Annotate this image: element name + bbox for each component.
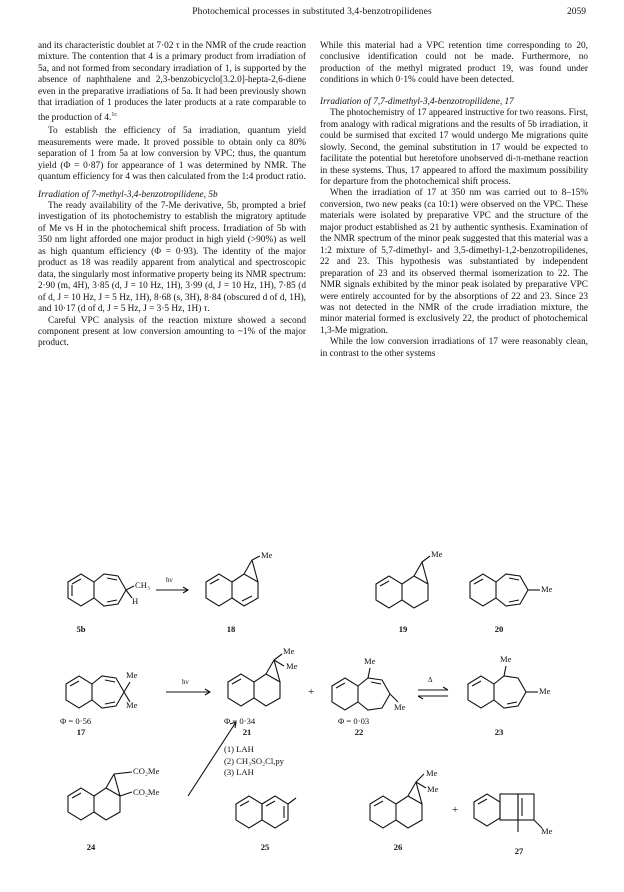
compound-number-24: 24 <box>86 842 96 852</box>
structure-20 <box>470 574 540 606</box>
section-heading: Irradiation of 7-methyl-3,4-benzotropilidene, 5b <box>38 189 218 200</box>
paragraph: While the low conversion irradiations of 17 were reasonably clean, in contrast to the other systems <box>320 337 588 359</box>
paragraph <box>320 108 588 188</box>
label-me: Me <box>539 686 551 696</box>
label-me: Me <box>427 784 439 794</box>
label-hv: hν <box>166 576 173 584</box>
label-co2me: CO₂Me <box>133 766 160 776</box>
reagent-step: (2) CH₃SO₂Cl,py <box>224 755 284 766</box>
structure-17 <box>66 676 130 708</box>
paragraph: To establish the efficiency of 5a irradiation, quantum yield measurements were made. It proved possible to obtain only ca 80% separation of 1 from 5a at low conversion by VPC; thus, the quantum yield (Φ = 0·87) for appearance of 1 was determined by NMR. The quantum efficiency for 4 was then calculated from the 1:4 product ratio. <box>38 126 306 183</box>
label-me: Me <box>500 654 512 664</box>
compound-number-17: 17 <box>76 727 86 737</box>
reaction-scheme-drawing <box>38 546 594 886</box>
structure-21 <box>228 654 284 706</box>
compound-number-19: 19 <box>398 624 408 634</box>
plus-sign: + <box>308 686 315 698</box>
paragraph <box>38 41 306 124</box>
paragraph: Careful VPC analysis of the reaction mixture showed a second component present at low conversion amounting to ~1% of the major product. <box>38 315 306 349</box>
compound-number-22: 22 <box>354 727 364 737</box>
structure-27 <box>474 794 542 832</box>
compound-number-21: 21 <box>242 727 252 737</box>
label-me: Me <box>126 700 138 710</box>
structure-25 <box>236 796 296 828</box>
compound-number-26: 26 <box>393 842 403 852</box>
label-delta: Δ <box>428 676 433 684</box>
structure-5b <box>68 574 134 606</box>
reaction-scheme-figure <box>38 546 594 886</box>
reagent-step: (3) LAH <box>224 767 254 777</box>
compound-number-23: 23 <box>494 727 504 737</box>
paragraph: While this material had a VPC retention time corresponding to 20, conclusive identification could not be made. Furthermore, no production of the methyl migrated product 19, was found under conditions in which 0·1% could have been detected. <box>320 41 588 86</box>
label-ch3: CH₃ <box>135 580 150 590</box>
quantum-yield-17: Φ = 0·56 <box>60 716 92 726</box>
structure-22 <box>332 668 398 710</box>
label-hv: hν <box>182 678 189 686</box>
reagent-step: (1) LAH <box>224 744 254 754</box>
reagent-list <box>224 744 284 779</box>
compound-number-5b: 5b <box>76 624 86 634</box>
right-column <box>320 41 588 360</box>
compound-number-27: 27 <box>514 846 524 856</box>
label-me: Me <box>431 549 443 559</box>
quantum-yield-21: Φ = 0·34 <box>224 716 256 726</box>
label-me: Me <box>364 656 376 666</box>
section-heading: Irradiation of 7,7-dimethyl-3,4-benzotropilidene, 17 <box>320 96 514 107</box>
paragraph-text: and its characteristic doublet at 7·02 τ in the NMR of the crude reaction mixture. The contention that 4 is a primary product from irradiation of 5a, and not formed from secondary irradiation of 1, is supported by the absence of naphthalene and 2,3-benzobicyclo[3.2.0]-hepta-2,6-diene even in the preparative irradiations of 5a. It had been previously shown that irradiation of 1 produces the later products at a rate comparable to the production of 4. <box>38 41 306 123</box>
label-me: Me <box>394 702 406 712</box>
reference-superscript: 1c <box>111 111 117 118</box>
paragraph: The ready availability of the 7-Me derivative, 5b, prompted a brief investigation of its photochemistry to establish the migratory aptitude of Me vs H in the photochemical shift process. Irradiation of 5b with 350 nm light afforded one major product in high yield (>90%) as well as high quantum efficiency (Φ = 0·93). The identity of the major product as 18 was readily apparent from analytical and spectroscopic data, the singularly most informative property being its NMR spectrum: 2·90 (m, 4H), 3·85 (d, J = 10 Hz, 1H), 3·99 (d, J = 10 Hz, 1H), 7·85 (d of d, J = 10 Hz, J = 5 Hz, 1H), 8·68 (s, 3H), 8·84 (obscured d of d, 1H), and 10·17 (d of d, J = 5 Hz, J = 3·5 Hz, 1H) τ. <box>38 200 306 315</box>
paragraph: When the irradiation of 17 at 350 nm was carried out to 8–15% conversion, two new peaks (ca 10:1) were observed on the VPC. These materials were isolated by preparative VPC and the structure of the major product established as 21 by authentic synthesis. Examination of the NMR spectrum of the minor peak suggested that this material was a 1:2 mixture of 5,7-dimethyl- and 3,5-dimethyl-1,2-benzotropilidenes, 22 and 23. This hypothesis was substantiated by independent preparation of 23 and its observed thermal isomerization to 22. The NMR signals exhibited by the minor peak isolated by preparative VPC were entirely accounted for by the absorptions of 22 and 23. Since 23 was not detected in the NMR of the crude irradiation mixture, the minor material formed is exclusively 22, the product of photochemical 1,3-Me migration. <box>320 188 588 336</box>
compound-number-18: 18 <box>226 624 236 634</box>
structure-19 <box>376 556 430 608</box>
label-me: Me <box>286 661 298 671</box>
label-me: Me <box>426 768 438 778</box>
label-me: Me <box>261 550 273 560</box>
paragraph-text: The photochemistry of 17 appeared instructive for two reasons. First, from analogy with radical migrations and the results of 5b irradiation, it could be surmised that excited 17 would undergo Me migrations quite slowly. Second, the geminal substitution in 17 would be expected to facilitate the potential but heretofore unobserved di-π-methane reaction in these systems. Thus, 17 appeared to afford the maximum possibility for departure from the photochemical shift process. <box>320 108 588 187</box>
plus-sign: + <box>452 804 459 816</box>
compound-number-20: 20 <box>494 624 504 634</box>
structure-23 <box>468 666 538 708</box>
structure-24 <box>68 772 132 820</box>
label-co2me: CO₂Me <box>133 787 160 797</box>
label-h: H <box>132 596 139 606</box>
running-head <box>0 7 624 21</box>
structure-18 <box>206 556 260 606</box>
label-me: Me <box>541 584 553 594</box>
structure-26 <box>370 774 426 828</box>
quantum-yield-22: Φ = 0·03 <box>338 716 370 726</box>
label-me: Me <box>126 670 138 680</box>
running-head-title: Photochemical processes in substituted 3,4-benzotropilidenes <box>192 7 432 17</box>
label-me: Me <box>283 646 295 656</box>
left-column <box>38 41 306 350</box>
label-me: Me <box>541 826 553 836</box>
page-number: 2059 <box>567 7 586 17</box>
compound-number-25: 25 <box>260 842 270 852</box>
